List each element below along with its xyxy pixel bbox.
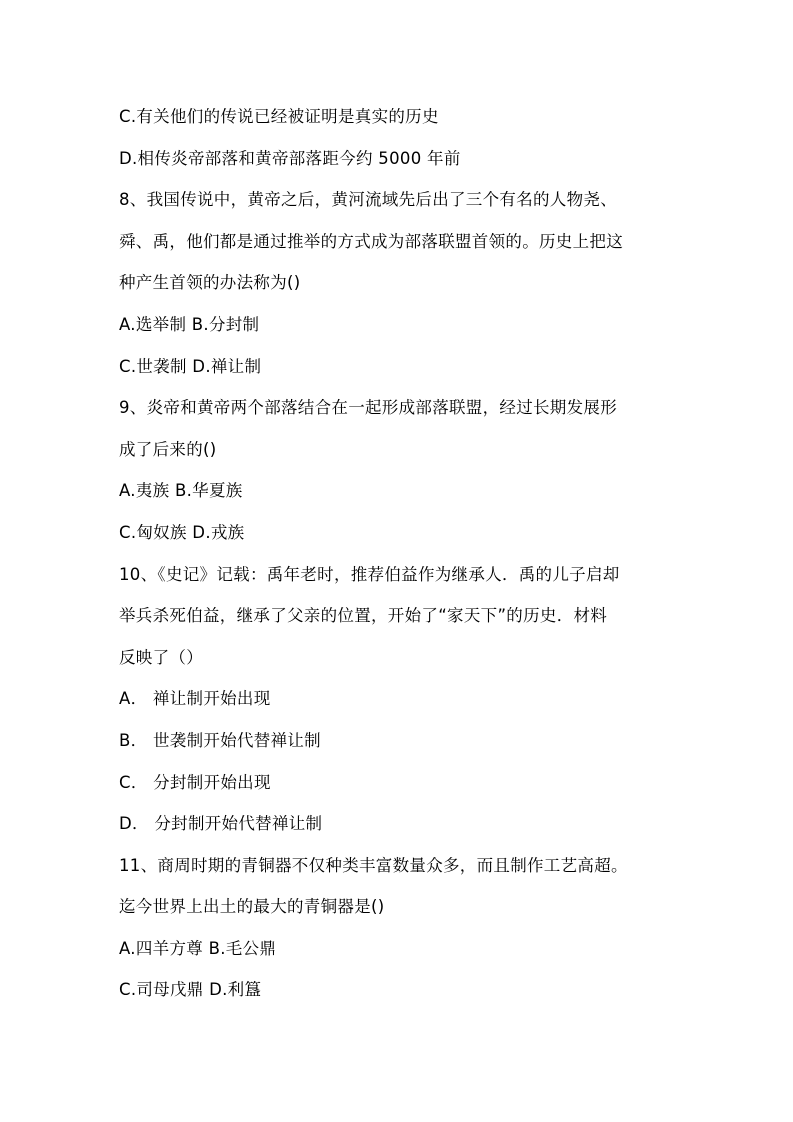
question-8-line-1: 8、我国传说中，黄帝之后，黄河流域先后出了三个有名的人物尧、: [119, 190, 617, 210]
question-11-line-2: 迄今世界上出土的最大的青铜器是(): [119, 897, 385, 917]
question-8-line-2: 舜、禹，他们都是通过推举的方式成为部落联盟首领的。历史上把这: [119, 231, 623, 251]
question-10-option-c: C． 分封制开始出现: [119, 772, 271, 792]
question-8-options-ab: A.选举制 B.分封制: [119, 314, 260, 334]
question-10-option-a: A． 禅让制开始出现: [119, 689, 271, 709]
question-11-options-ab: A.四羊方尊 B.毛公鼎: [119, 938, 277, 958]
question-text-block: [119, 96, 689, 1011]
question-8-options-cd: C.世袭制 D.禅让制: [119, 356, 262, 376]
question-10-line-1: 10、《史记》记载：禹年老时，推荐伯益作为继承人．禹的儿子启却: [119, 564, 620, 584]
question-10-line-3: 反映了（）: [119, 647, 203, 667]
question-9-options-cd: C.匈奴族 D.戎族: [119, 522, 245, 542]
option-line-c-prev: C.有关他们的传说已经被证明是真实的历史: [119, 107, 439, 126]
question-9-line-2: 成了后来的(): [119, 439, 217, 459]
question-10-option-b: B． 世袭制开始代替禅让制: [119, 730, 321, 750]
question-10-option-d: D． 分封制开始代替禅让制: [119, 814, 323, 834]
question-9-options-ab: A.夷族 B.华夏族: [119, 481, 243, 501]
option-line-d-prev: D.相传炎帝部落和黄帝部落距今约 5000 年前: [119, 148, 461, 168]
question-11-options-cd: C.司母戊鼎 D.利簋: [119, 980, 262, 1000]
question-10-line-2: 举兵杀死伯益，继承了父亲的位置，开始了“家天下”的历史．材料: [119, 606, 608, 626]
question-11-line-1: 11、商周时期的青铜器不仅种类丰富数量众多，而且制作工艺高超。: [119, 855, 628, 875]
question-8-line-3: 种产生首领的办法称为(): [119, 273, 301, 293]
question-9-line-1: 9、炎帝和黄帝两个部落结合在一起形成部落联盟，经过长期发展形: [119, 398, 617, 418]
